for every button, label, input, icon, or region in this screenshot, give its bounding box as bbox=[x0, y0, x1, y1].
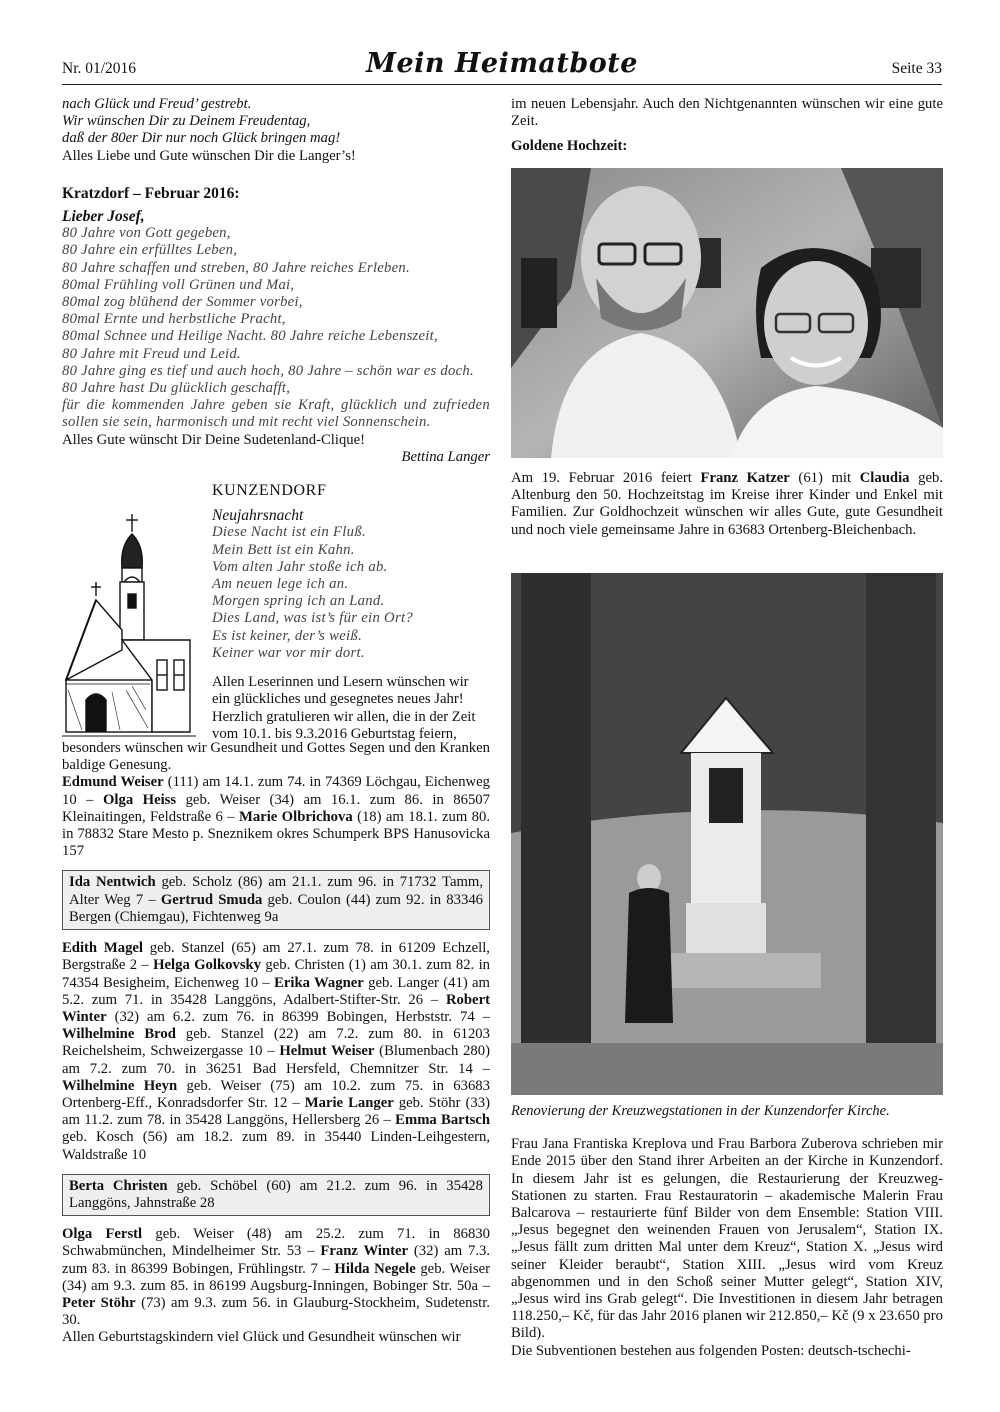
poem-line: 80 Jahre schaffen und streben, 80 Jahre reiches Erleben. bbox=[62, 259, 410, 276]
greeting-continued: besonders wünschen wir Gesundheit und Gottes Segen und den Kranken baldige Genesung. bbox=[62, 740, 490, 774]
kratzdorf-signature: Bettina Langer bbox=[401, 448, 490, 465]
poem-line: Morgen spring ich an Land. bbox=[212, 593, 385, 610]
article-text-last: Die Subventionen bestehen aus folgenden Posten: deutsch-tschechi- bbox=[511, 1342, 911, 1359]
greeting-line: Herzlich gratulieren wir allen, die in der Zeit bbox=[212, 708, 476, 725]
poem-line: 80mal Frühling voll Grünen und Mai, bbox=[62, 276, 295, 293]
page-header bbox=[62, 48, 942, 85]
photo-caption: Renovierung der Kreuzwegstationen in der Kunzendorfer Kirche. bbox=[511, 1103, 890, 1119]
poem-line: Mein Bett ist ein Kahn. bbox=[212, 541, 355, 558]
poem-closing: Alles Liebe und Gute wünschen Dir die Langer’s! bbox=[62, 147, 356, 164]
kunzendorf-heading: KUNZENDORF bbox=[212, 482, 327, 500]
poem-line: 80 Jahre ging es tief und auch hoch, 80 Jahre – schön war es doch. bbox=[62, 362, 474, 379]
poem-line: Vom alten Jahr stoße ich ab. bbox=[212, 558, 388, 575]
church-illustration-icon bbox=[62, 510, 204, 742]
poem-line: Wir wünschen Dir zu Deinem Freudentag, bbox=[62, 113, 311, 130]
kratzdorf-closing: Alles Gute wünscht Dir Deine Sudetenland-Clique! bbox=[62, 431, 366, 448]
poem-line: für die kommenden Jahre geben sie Kraft, glücklich und zufrieden sollen sie sein, harmonisch und mit recht viel Sonnenschein. bbox=[62, 397, 490, 431]
poem-line: Am neuen lege ich an. bbox=[212, 576, 349, 593]
issue-number: Nr. 01/2016 bbox=[62, 60, 137, 77]
birthday-highlight-box: Ida Nentwich geb. Scholz (86) am 21.1. zum 96. in 71732 Tamm, Alter Weg 7 – Gertrud Smuda geb. Coulon (44) zum 92. in 83346 Bergen (Chiemgau), Fichtenweg 9a bbox=[62, 870, 490, 930]
masthead-logo: Mein Heimatbote bbox=[366, 48, 638, 79]
golden-wedding-heading: Goldene Hochzeit: bbox=[511, 138, 628, 155]
wedding-text-block bbox=[511, 470, 943, 539]
poem-line: 80mal Schnee und Heilige Nacht. 80 Jahre reiche Lebenszeit, bbox=[62, 328, 438, 345]
poem-line: nach Glück und Freud’ gestrebt. bbox=[62, 96, 252, 112]
greeting-line: ein glückliches und gesegnetes neues Jahr! bbox=[212, 691, 464, 708]
poem-line: 80 Jahre hast Du glücklich geschafft, bbox=[62, 380, 291, 397]
kratzdorf-heading: Kratzdorf – Februar 2016: bbox=[62, 184, 240, 202]
page-number: Seite 33 bbox=[891, 60, 942, 77]
birthday-paragraph: Edmund Weiser (111) am 14.1. zum 74. in 74369 Löchgau, Eichenweg 10 – Olga Heiss geb. Weiser (34) am 16.1. zum 86. in 86507 Kleinaitingen, Feldstraße 6 – Marie Olbrichova (18) am 18.1. zum 80. in 78832 Stare Mesto p. Sneznikem okres Schumperk BPS Hanusovicka 157 bbox=[62, 774, 491, 860]
kunzendorf-block bbox=[62, 468, 490, 740]
neujahrsnacht-poem bbox=[212, 524, 490, 662]
right-column bbox=[511, 96, 943, 156]
article-text: Frau Jana Frantiska Kreplova und Frau Barbora Zuberova schrieben mir Ende 2015 über den Stand ihrer Arbeiten an der Kirche in Kunzendorf. In diesem Jahr ist es gelungen, die Restaurierung der Kreuzweg-Stationen zu starten. Frau Restauratorin – akademische Malerin Frau Balcarova – restaurierte fünf Bilder von dem Ensemble: Station VIII. „Jesus begegnet den weinenden Frauen von Jerusalem“, Station IX. „Jesus fällt zum dritten Mal unter dem Kreuz“, Station X. „Jesus wird seiner Kleider beraubt“, Station XIII. „Jesus wird vom Kreuz abgenommen und in den Schoß seiner Mutter gelegt“, Station XIV, „Jesus wird ins Grab gelegt“. Die Investitionen in diesem Jahr betragen 118.250,– Kč, für das Jahr 2016 planen wir 212.850,– Kč (9 x 23.650 pro Bild). bbox=[511, 1136, 943, 1342]
birthday-final: Allen Geburtstagskindern viel Glück und Gesundheit wünschen wir bbox=[62, 1329, 461, 1346]
kratzdorf-salutation: Lieber Josef, bbox=[62, 208, 145, 226]
poem-line: 80 Jahre von Gott gegeben, bbox=[62, 225, 231, 242]
birthday-highlight-box: Berta Christen geb. Schöbel (60) am 21.2. zum 96. in 35428 Langgöns, Jahnstraße 28 bbox=[62, 1174, 490, 1216]
poem-title: Neujahrsnacht bbox=[212, 507, 304, 525]
poem-line: 80mal Ernte und herbstliche Pracht, bbox=[62, 311, 286, 328]
poem-line: 80mal zog blühend der Sommer vorbei, bbox=[62, 294, 303, 311]
poem-line: daß der 80er Dir nur noch Glück bringen mag! bbox=[62, 130, 341, 147]
couple-photo bbox=[511, 168, 943, 458]
greeting-line: Allen Leserinnen und Lesern wünschen wir bbox=[212, 674, 469, 691]
right-lower bbox=[511, 1103, 943, 1360]
birthday-paragraph: Olga Ferstl geb. Weiser (48) am 25.2. zum 71. in 86830 Schwabmünchen, Mindelheimer Str. 53 – Franz Winter (32) am 7.3. zum 83. in 86399 Bobingen, Frühlingstr. 7 – Hilda Negele geb. Weiser (34) am 9.3. zum 85. in 86199 Augsburg-Inningen, Bobinger Str. 50a – Peter Stöhr (73) am 9.3. zum 56. in Glauburg-Stockheim, Sudetenstr. 30. bbox=[62, 1226, 491, 1329]
kunzendorf-text bbox=[212, 468, 490, 743]
poem-line: Dies Land, was ist’s für ein Ort? bbox=[212, 610, 414, 627]
poem-line: Keiner war vor mir dort. bbox=[212, 644, 365, 661]
intro-text: im neuen Lebensjahr. Auch den Nichtgenannten wünschen wir eine gute Zeit. bbox=[511, 96, 943, 130]
greeting-line: vom 10.1. bis 9.3.2016 Geburtstag feiern, bbox=[212, 725, 457, 742]
poem-line: Es ist keiner, der’s weiß. bbox=[212, 627, 363, 644]
poem-line: 80 Jahre mit Freud und Leid. bbox=[62, 345, 241, 362]
kratzdorf-poem bbox=[62, 225, 490, 431]
wedding-text: Am 19. Februar 2016 feiert Franz Katzer (61) mit Claudia geb. Altenburg den 50. Hochzeitstag im Kreise ihrer Kinder und Enkel mit Familien. Zur Goldhochzeit wünschen wir alles Gute, gute Gesundheit und noch viele gemeinsame Jahre in 63683 Ortenberg-Bleichenbach. bbox=[511, 470, 943, 538]
poem-line: Diese Nacht ist ein Fluß. bbox=[212, 524, 366, 541]
poem-line: 80 Jahre ein erfülltes Leben, bbox=[62, 242, 238, 259]
left-column bbox=[62, 96, 490, 1347]
shrine-photo bbox=[511, 573, 943, 1095]
greeting bbox=[212, 674, 490, 743]
birthday-paragraph: Edith Magel geb. Stanzel (65) am 27.1. zum 78. in 61209 Echzell, Bergstraße 2 – Helga Golkovsky geb. Christen (1) am 30.1. zum 82. in 74354 Besigheim, Eichenweg 10 – Erika Wagner geb. Langer (41) am 5.2. zum 71. in 35428 Langgöns, Adalbert-Stifter-Str. 26 – Robert Winter (32) am 6.2. zum 76. in 86399 Bobingen, Herbststr. 74 – Wilhelmine Brod geb. Stanzel (22) am 7.2. zum 80. in 61203 Reichelsheim, Schweizergasse 10 – Helmut Weiser (Blumenbach 280) am 7.2. zum 70. in 36251 Bad Hersfeld, Chemnitzer Str. 14 – Wilhelmine Heyn geb. Weiser (75) am 10.2. zum 75. in 63683 Ortenberg-Eff., Konradsdorfer Str. 12 – Marie Langer geb. Stöhr (33) am 11.2. zum 78. in 35428 Langgöns, Hellersberg 26 – Emma Bartsch geb. Kosch (56) am 18.2. zum 89. in 35440 Linden-Leihgestern, Waldstraße 10 bbox=[62, 940, 490, 1163]
